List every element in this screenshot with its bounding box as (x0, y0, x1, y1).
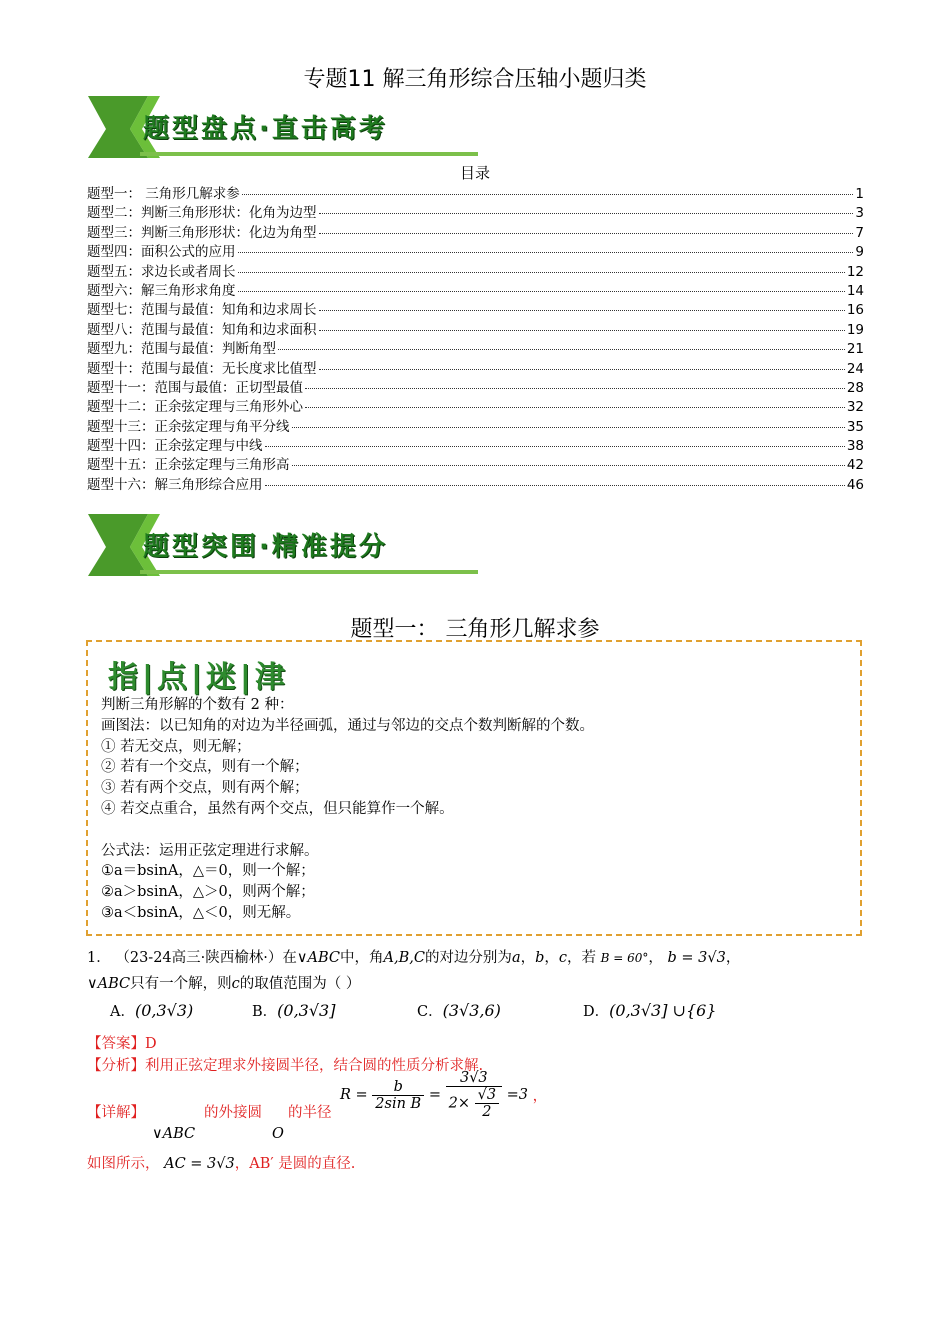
tip-line: ① 若无交点，则无解； (101, 738, 251, 755)
toc-item-page: 12 (846, 263, 864, 280)
toc-leader-dots (238, 291, 845, 292)
toc-item-page: 35 (846, 418, 864, 435)
toc-leader-dots (319, 330, 845, 331)
toc-item-label: 题型十六：解三角形综合应用 (87, 476, 263, 493)
toc-leader-dots (265, 446, 845, 447)
question-source: （23-24高三·陕西榆林·） (115, 950, 283, 966)
numerator: b (372, 1079, 424, 1096)
tip-line: ②a＞bsinA，△＞0，则两个解； (101, 884, 315, 901)
toc-item-label: 题型六：解三角形求角度 (87, 282, 236, 299)
toc-leader-dots (319, 369, 845, 370)
side-c: c (231, 976, 240, 992)
toc-item-page: 19 (846, 321, 864, 338)
toc-item-page: 7 (855, 224, 864, 241)
toc-item-label: 题型十：范围与最值：无长度求比值型 (87, 360, 317, 377)
answer-value: D (145, 1036, 157, 1052)
option-value: (0,3√3) (134, 1001, 194, 1020)
toc-heading: 目录 (459, 164, 490, 182)
tip-line: ③a＜bsinA，△＜0，则无解。 (101, 904, 301, 921)
denominator: 2sin B (375, 1095, 422, 1112)
numerator: 3√3 (446, 1070, 502, 1087)
analysis-text: 利用正弦定理求外接圆半径，结合圆的性质分析求解. (145, 1058, 484, 1074)
angles: A,B,C (383, 950, 425, 966)
inner-fraction (475, 1087, 499, 1120)
text: 的取值范围为（ ） (239, 976, 361, 992)
option-d[interactable] (583, 1000, 716, 1021)
toc-item-page: 24 (846, 360, 864, 377)
toc-item-page: 38 (846, 438, 864, 455)
den-prefix: 2× (448, 1095, 470, 1112)
sep: ， (567, 950, 582, 966)
toc-item-label: 题型九：范围与最值：判断角型 (87, 341, 276, 358)
toc-leader-dots (278, 349, 845, 350)
answer (87, 1032, 157, 1053)
text: 在 (282, 950, 297, 966)
tip-line: ①a＝bsinA，△＝0，则一个解； (101, 863, 315, 880)
detail-last-line (87, 1152, 355, 1173)
text: ， (532, 1088, 548, 1105)
fraction-value (446, 1070, 502, 1120)
toc-item[interactable] (87, 298, 864, 317)
toc-item[interactable] (87, 318, 864, 337)
banner-topic-overview (88, 96, 478, 162)
option-label: B． (252, 1004, 278, 1020)
toc-item-page: 3 (855, 205, 864, 222)
toc-leader-dots (319, 233, 854, 234)
question-line-1 (87, 946, 740, 967)
side-b: b (535, 950, 545, 966)
toc-item-label: 题型一： 三角形几解求参 (87, 186, 240, 202)
toc-item-page: 46 (846, 476, 864, 493)
toc-item[interactable] (87, 240, 864, 259)
toc-item-page: 42 (846, 457, 864, 474)
toc-item-label: 题型五：求边长或者周长 (87, 263, 236, 280)
side-c: c (558, 950, 568, 966)
toc-item[interactable] (87, 395, 864, 414)
tip-line: 判断三角形解的个数有 2 种： (101, 697, 294, 713)
result: =3 (506, 1087, 529, 1103)
tip-line: 画图法：以已知角的对边为半径画弧，通过与邻边的交点个数判断解的个数。 (101, 717, 594, 734)
toc-leader-dots (238, 272, 845, 273)
toc-item-page: 1 (855, 186, 864, 202)
denominator (446, 1087, 502, 1120)
option-a[interactable] (110, 1000, 193, 1021)
toc-item-page: 32 (846, 399, 864, 416)
option-value: (0,3√3] (277, 1001, 336, 1020)
toc-item[interactable] (87, 357, 864, 376)
detail-triangle: ∨ABC (152, 1126, 196, 1142)
equals: = (428, 1087, 441, 1103)
toc-item-label: 题型七：范围与最值：知角和边求周长 (87, 302, 317, 319)
toc-item[interactable] (87, 279, 864, 298)
toc-item-label: 题型十五：正余弦定理与三角形高 (87, 457, 290, 474)
text: ，AB′ 是圆的直径. (234, 1156, 356, 1172)
toc-item[interactable] (87, 434, 864, 453)
option-label: C． (417, 1004, 443, 1020)
toc-item-page: 14 (846, 282, 864, 299)
toc-leader-dots (319, 310, 845, 311)
toc-leader-dots (242, 194, 854, 195)
tip-line (101, 820, 594, 841)
toc-item[interactable] (87, 201, 864, 220)
toc-item-page: 16 (846, 302, 864, 319)
question-number: 1． (87, 950, 111, 966)
toc-leader-dots (319, 213, 854, 214)
toc-leader-dots (292, 427, 845, 428)
toc-item[interactable] (87, 473, 864, 492)
toc-item[interactable] (87, 337, 864, 356)
banner-title: 题型突围·精准提分 (143, 532, 388, 562)
option-c[interactable] (417, 1000, 501, 1021)
option-value: (0,3√3] ∪{6} (609, 1001, 717, 1020)
option-label: D． (583, 1004, 610, 1020)
detail-circle-O: O (272, 1126, 284, 1142)
toc-item-label: 题型十一：范围与最值：正切型最值 (87, 379, 303, 396)
toc-item[interactable] (87, 260, 864, 279)
tip-line: ③ 若有两个交点，则有两个解； (101, 780, 309, 797)
toc-item[interactable] (87, 182, 864, 201)
tip-line: 公式法：运用正弦定理进行求解。 (101, 842, 319, 859)
toc-leader-dots (305, 388, 845, 389)
tip-content (101, 695, 594, 924)
formula-R: R = (340, 1087, 368, 1103)
sep: ， (648, 950, 663, 966)
detail-text-a: 的外接圆 (204, 1105, 262, 1121)
condition-B: B = 60° (600, 951, 649, 965)
toc-leader-dots (292, 465, 845, 466)
toc-leader-dots (265, 485, 845, 486)
detail-label: 【详解】 (87, 1105, 145, 1121)
numerator: √3 (475, 1087, 499, 1104)
side-a: a (511, 950, 521, 966)
toc-item-label: 题型十二：正余弦定理与三角形外心 (87, 399, 303, 416)
toc-item-label: 题型十四：正余弦定理与中线 (87, 438, 263, 455)
tip-line: ④ 若交点重合，虽然有两个交点，但只能算作一个解。 (101, 800, 454, 817)
option-label: A． (110, 1004, 135, 1020)
analysis-label: 【分析】 (87, 1058, 145, 1074)
sep: ， (520, 950, 536, 966)
question-line-2 (87, 972, 360, 993)
toc-item-label: 题型二：判断三角形形状：化角为边型 (87, 205, 317, 222)
text: 如图所示， (87, 1156, 160, 1172)
toc-item-label: 题型三：判断三角形形状：化边为角型 (87, 224, 317, 241)
toc-item-page: 9 (855, 244, 864, 261)
toc-item[interactable] (87, 376, 864, 395)
section-title: 题型一： 三角形几解求参 (350, 617, 600, 642)
option-b[interactable] (252, 1000, 335, 1021)
radius-formula (340, 1070, 547, 1120)
toc-item[interactable] (87, 415, 864, 434)
banner-title: 题型盘点·直击高考 (143, 114, 388, 144)
triangle-symbol: ∨ABC (87, 976, 131, 992)
text: 若 (581, 950, 597, 966)
page-title: 专题11 解三角形综合压轴小题归类 (303, 67, 647, 92)
side-AC: AC = 3√3 (164, 1156, 235, 1172)
toc-item-label: 题型八：范围与最值：知角和边求面积 (87, 321, 317, 338)
banner-topic-breakthrough (88, 514, 478, 580)
toc-item-page: 21 (846, 341, 864, 358)
tip-heading: 指|点|迷|津 (108, 660, 289, 695)
text: 的对边分别为 (424, 950, 512, 966)
toc-leader-dots (305, 407, 845, 408)
text: 中，角 (339, 950, 384, 966)
toc-item-page: 28 (846, 379, 864, 396)
table-of-contents (87, 182, 864, 492)
tip-line: ② 若有一个交点，则有一个解； (101, 759, 309, 776)
fraction-b-over-2sinB (372, 1079, 424, 1112)
toc-item[interactable] (87, 221, 864, 240)
sep: ， (725, 950, 741, 966)
detail-text-b: 的半径 (288, 1105, 332, 1121)
toc-item[interactable] (87, 453, 864, 472)
text: 只有一个解，则 (130, 976, 232, 992)
triangle-symbol: ∨ABC (296, 950, 340, 966)
answer-label: 【答案】 (87, 1036, 145, 1052)
tip-box (86, 640, 862, 936)
toc-item-label: 题型十三：正余弦定理与角平分线 (87, 418, 290, 435)
condition-b: b = 3√3 (667, 950, 726, 966)
toc-leader-dots (238, 252, 854, 253)
denominator: 2 (482, 1104, 492, 1120)
sep: ， (544, 950, 559, 966)
toc-item-label: 题型四：面积公式的应用 (87, 244, 236, 261)
option-value: (3√3,6) (442, 1001, 501, 1020)
